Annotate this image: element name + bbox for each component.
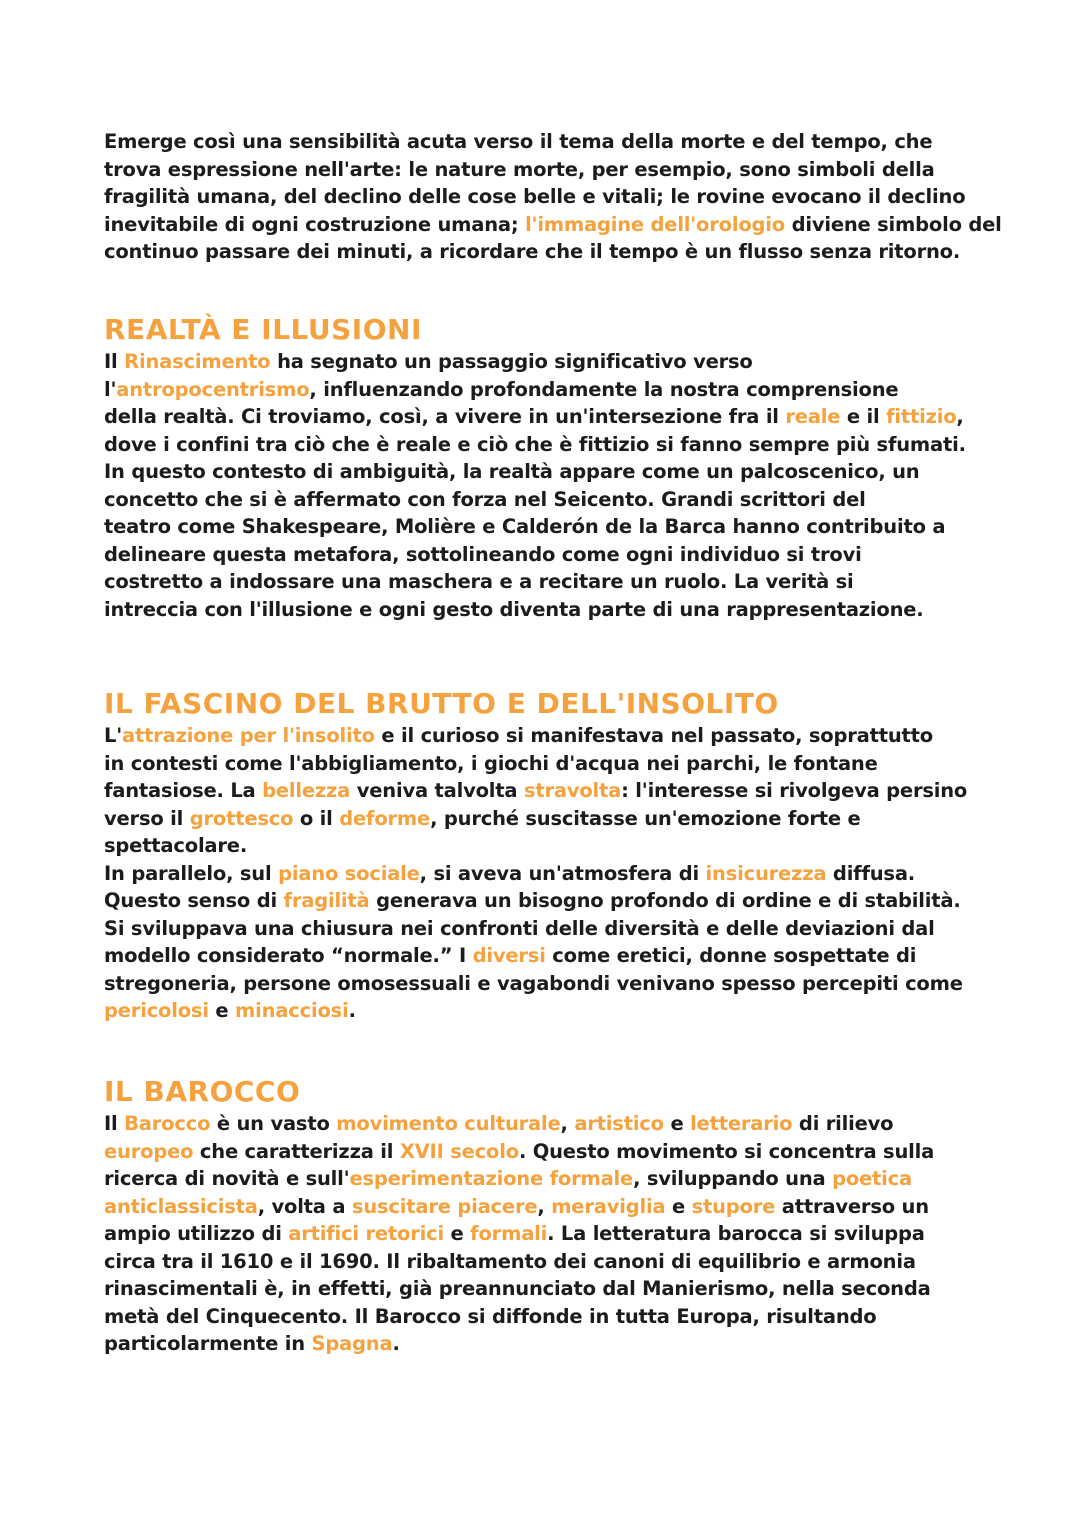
text-run: . xyxy=(392,1332,400,1355)
text-run: . xyxy=(348,999,356,1022)
highlighted-term: l'immagine dell'orologio xyxy=(525,212,785,236)
text-run: Si sviluppava una chiusura nei confronti delle diversità e delle deviazioni dal xyxy=(104,916,935,940)
text-line xyxy=(104,1165,984,1193)
text-run: generava un bisogno profondo di ordine e di stabilità. xyxy=(369,889,961,912)
highlighted-term: poetica xyxy=(832,1167,912,1190)
text-line xyxy=(104,513,984,541)
paragraph-barocco xyxy=(104,1110,984,1358)
highlighted-term: anticlassicista xyxy=(104,1194,258,1218)
text-line xyxy=(104,777,984,805)
text-run: spettacolare. xyxy=(104,834,248,857)
highlighted-term: attrazione per l'insolito xyxy=(122,724,375,747)
text-run: circa tra il 1610 e il 1690. Il ribaltamento dei canoni di equilibrio e armonia xyxy=(104,1249,916,1273)
text-run: che caratterizza il xyxy=(193,1139,400,1163)
text-line xyxy=(104,1330,984,1358)
text-run: Il xyxy=(104,1112,125,1135)
text-run: . Questo movimento si concentra sulla xyxy=(518,1139,935,1163)
text-line xyxy=(104,376,984,404)
text-line xyxy=(104,486,984,514)
text-run: e xyxy=(665,1194,692,1218)
highlighted-term: Spagna xyxy=(311,1332,393,1355)
text-run: trova espressione nell'arte: le nature morte, per esempio, sono simboli della xyxy=(104,157,935,181)
text-run: è un vasto xyxy=(210,1112,337,1135)
paragraph-intro xyxy=(104,128,1002,266)
text-line xyxy=(104,722,984,750)
text-run: veniva talvolta xyxy=(350,779,524,802)
highlighted-term: insicurezza xyxy=(705,861,827,885)
highlighted-term: reale xyxy=(785,405,841,428)
text-line xyxy=(104,128,984,156)
text-run: stregoneria, persone omosessuali e vagabondi venivano spesso percepiti come xyxy=(104,971,963,995)
highlighted-term: diversi xyxy=(472,944,546,967)
text-line xyxy=(104,211,1002,239)
highlighted-term: formali xyxy=(470,1222,548,1245)
text-line xyxy=(104,970,984,998)
text-line xyxy=(104,458,984,486)
text-line xyxy=(104,832,984,860)
text-run: Questo senso di xyxy=(104,889,284,912)
text-line xyxy=(104,431,984,459)
text-run: l' xyxy=(104,377,117,401)
highlighted-term: artistico xyxy=(574,1112,664,1135)
highlighted-term: stravolta xyxy=(523,779,622,802)
text-run: fragilità umana, del declino delle cose belle e vitali; le rovine evocano il declino xyxy=(104,185,966,208)
text-line xyxy=(104,238,984,266)
text-line xyxy=(104,1303,984,1331)
section-heading-barocco: IL BAROCCO xyxy=(104,1075,301,1108)
text-line xyxy=(104,887,984,915)
text-line xyxy=(104,942,984,970)
text-run: di rilievo xyxy=(792,1112,894,1135)
text-run: e xyxy=(663,1112,691,1135)
text-line xyxy=(104,541,984,569)
highlighted-term: XVII secolo xyxy=(399,1139,519,1163)
text-run: L' xyxy=(104,724,122,747)
text-run: Il xyxy=(104,350,125,373)
section-il-barocco xyxy=(104,1074,984,1358)
highlighted-term: pericolosi xyxy=(104,999,209,1022)
text-run: modello considerato “normale.” I xyxy=(104,944,473,967)
text-run: rinascimentali è, in effetti, già preannunciato dal Manierismo, nella seconda xyxy=(104,1277,931,1300)
highlighted-term: movimento culturale xyxy=(336,1112,561,1135)
section-heading-fascino: IL FASCINO DEL BRUTTO E DELL'INSOLITO xyxy=(104,687,779,720)
text-run: e il curioso si manifestava nel passato, soprattutto xyxy=(374,724,933,747)
section-heading-realta: REALTÀ E ILLUSIONI xyxy=(104,313,422,346)
text-run: , xyxy=(956,405,964,428)
highlighted-term: suscitare piacere xyxy=(351,1194,538,1218)
highlighted-term: artifici retorici xyxy=(288,1222,444,1245)
text-line xyxy=(104,1138,984,1166)
highlighted-term: meraviglia xyxy=(551,1194,666,1218)
text-run: teatro come Shakespeare, Molière e Calderón de la Barca hanno contribuito a xyxy=(104,515,946,538)
text-run: . La letteratura barocca si sviluppa xyxy=(547,1222,925,1245)
text-run: o il xyxy=(293,806,340,830)
highlighted-term: fragilità xyxy=(283,889,370,912)
text-run: e xyxy=(443,1222,471,1245)
text-run: attraverso un xyxy=(775,1194,929,1218)
section-intro xyxy=(104,128,1002,266)
highlighted-term: minacciosi xyxy=(235,999,349,1022)
text-run: ampio utilizzo di xyxy=(104,1222,289,1245)
text-run: e il xyxy=(840,405,887,428)
text-run: , purché suscitasse un'emozione forte e xyxy=(430,806,861,830)
highlighted-term: fittizio xyxy=(886,405,957,428)
text-run: verso il xyxy=(104,806,190,830)
text-run: , influenzando profondamente la nostra comprensione xyxy=(309,377,899,401)
highlighted-term: grottesco xyxy=(189,806,294,830)
text-line xyxy=(104,1248,984,1276)
text-line xyxy=(104,348,984,376)
text-run: , si aveva un'atmosfera di xyxy=(419,861,706,885)
text-line xyxy=(104,915,984,943)
text-run: , volta a xyxy=(257,1194,352,1218)
highlighted-term: Barocco xyxy=(124,1112,211,1135)
text-line xyxy=(104,568,984,596)
text-line xyxy=(104,183,984,211)
highlighted-term: deforme xyxy=(339,806,431,830)
text-run: costretto a indossare una maschera e a recitare un ruolo. La verità si xyxy=(104,570,854,593)
text-run: continuo passare dei minuti, a ricordare che il tempo è un flusso senza ritorno. xyxy=(104,240,961,263)
highlighted-term: esperimentazione formale xyxy=(349,1167,634,1190)
text-run: In parallelo, sul xyxy=(104,861,279,885)
text-line xyxy=(104,1220,984,1248)
text-run: ricerca di novità e sull' xyxy=(104,1167,350,1190)
highlighted-term: stupore xyxy=(691,1194,776,1218)
highlighted-term: europeo xyxy=(104,1139,194,1163)
section-realta-e-illusioni xyxy=(104,312,984,623)
text-run: , xyxy=(560,1112,575,1135)
text-run: ha segnato un passaggio significativo verso xyxy=(270,350,753,373)
text-run: come eretici, donne sospettate di xyxy=(545,944,917,967)
section-fascino-del-brutto xyxy=(104,686,984,1025)
text-line xyxy=(104,1193,984,1221)
text-run: e xyxy=(208,999,236,1022)
highlighted-term: Rinascimento xyxy=(124,350,271,373)
highlighted-term: piano sociale xyxy=(278,861,420,885)
text-run: in contesti come l'abbigliamento, i giochi d'acqua nei parchi, le fontane xyxy=(104,751,878,775)
text-line xyxy=(104,1110,984,1138)
text-run: , xyxy=(537,1194,552,1218)
text-run: delineare questa metafora, sottolineando come ogni individuo si trovi xyxy=(104,542,862,566)
text-line xyxy=(104,1275,984,1303)
text-line xyxy=(104,156,984,184)
paragraph-realta xyxy=(104,348,984,623)
highlighted-term: bellezza xyxy=(262,779,351,802)
text-run: In questo contesto di ambiguità, la realtà appare come un palcoscenico, un xyxy=(104,460,920,483)
text-run: concetto che si è affermato con forza nel Seicento. Grandi scrittori del xyxy=(104,487,866,511)
text-run: diviene simbolo del xyxy=(785,212,1002,236)
text-line xyxy=(104,860,984,888)
highlighted-term: letterario xyxy=(690,1112,793,1135)
text-run: : l'interesse si rivolgeva persino xyxy=(621,779,968,802)
text-run: , sviluppando una xyxy=(633,1167,833,1190)
text-run: particolarmente in xyxy=(104,1332,312,1355)
text-run: della realtà. Ci troviamo, così, a vivere in un'intersezione fra il xyxy=(104,405,786,428)
text-line xyxy=(104,997,984,1025)
text-run: diffusa. xyxy=(826,861,915,885)
text-line xyxy=(104,750,984,778)
text-run: inevitabile di ogni costruzione umana; xyxy=(104,212,526,236)
text-run: metà del Cinquecento. Il Barocco si diffonde in tutta Europa, risultando xyxy=(104,1304,877,1328)
text-run: dove i confini tra ciò che è reale e ciò che è fittizio si fanno sempre più sfumati. xyxy=(104,432,966,456)
text-line xyxy=(104,596,984,624)
text-run: fantasiose. La xyxy=(104,779,263,802)
paragraph-fascino xyxy=(104,722,984,1025)
text-run: intreccia con l'illusione e ogni gesto diventa parte di una rappresentazione. xyxy=(104,597,924,621)
text-line xyxy=(104,805,984,833)
highlighted-term: antropocentrismo xyxy=(116,377,310,401)
text-line xyxy=(104,403,984,431)
text-run: Emerge così una sensibilità acuta verso il tema della morte e del tempo, che xyxy=(104,130,933,153)
